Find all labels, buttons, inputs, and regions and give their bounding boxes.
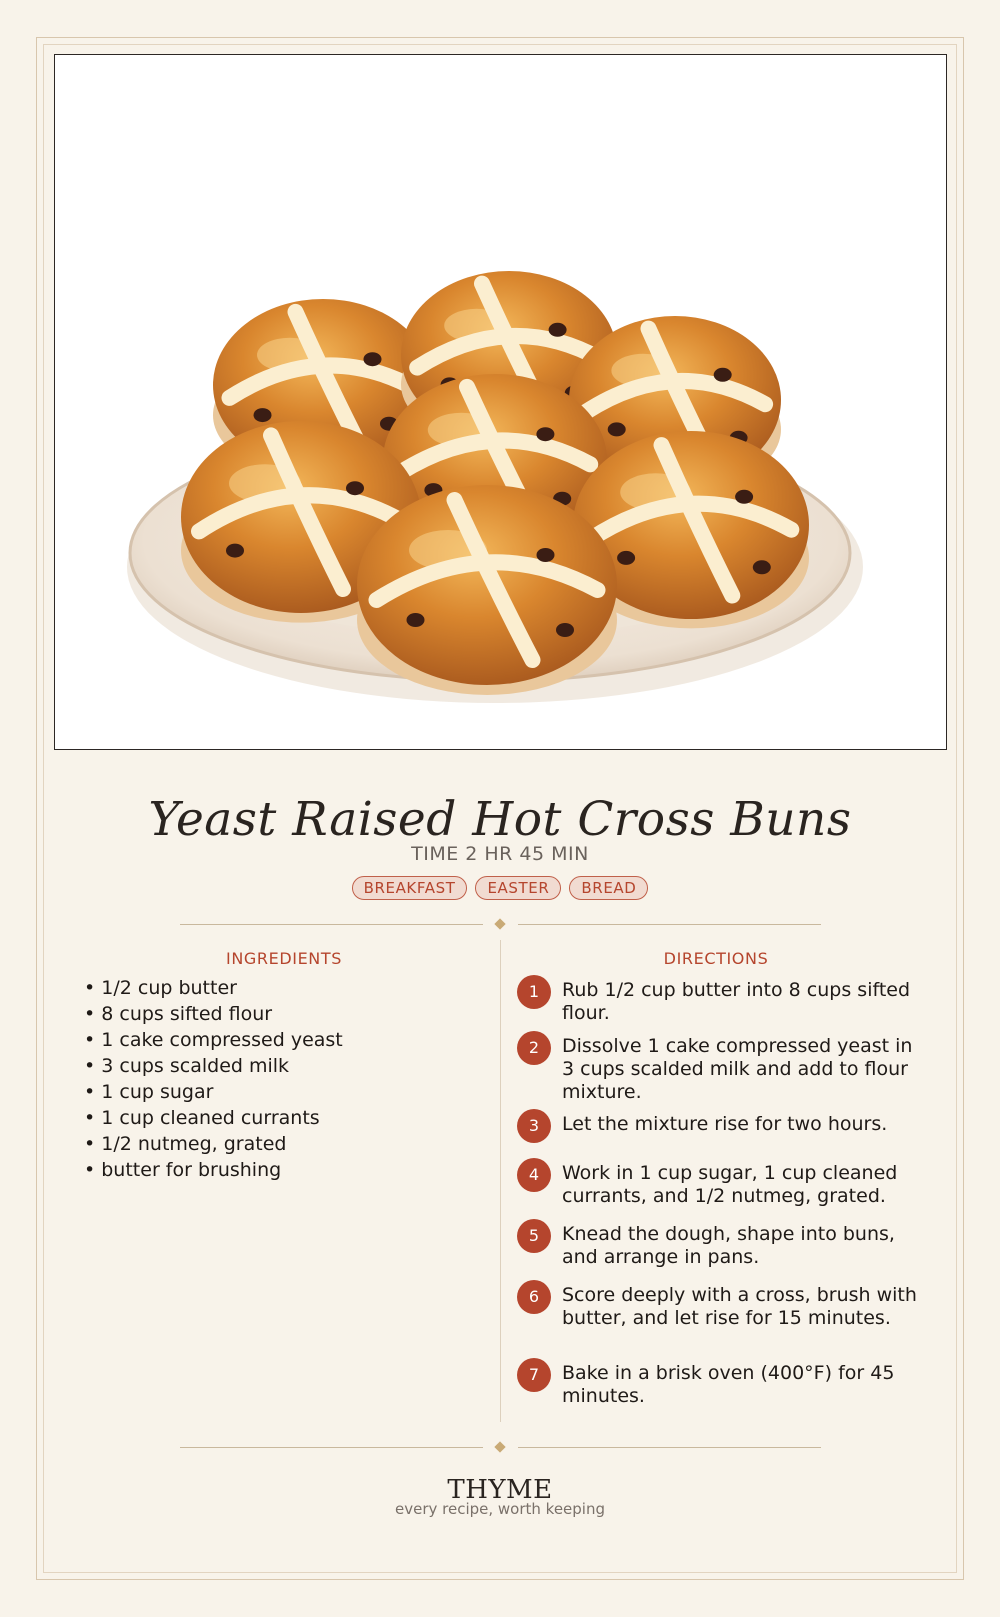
tag-breakfast[interactable]: BREAKFAST (352, 876, 468, 900)
tag-list (0, 876, 1000, 900)
step-number-badge: 5 (517, 1219, 551, 1253)
step-text: Dissolve 1 cake compressed yeast in 3 cups scalded milk and add to flour mixture. (562, 1035, 913, 1103)
brand-logo: THYME (447, 1475, 553, 1505)
step-text: Let the mixture rise for two hours. (562, 1113, 888, 1135)
ingredient-item: • 1 cup cleaned currants (84, 1105, 343, 1131)
step-number-badge: 4 (517, 1158, 551, 1192)
ingredients-heading: INGREDIENTS (226, 949, 342, 968)
ingredient-item: • 3 cups scalded milk (84, 1053, 343, 1079)
diamond-ornament-icon (494, 918, 505, 929)
step-text: Score deeply with a cross, brush with butter, and let rise for 15 minutes. (562, 1284, 917, 1329)
top-divider (180, 919, 821, 931)
ingredient-item: • 1/2 nutmeg, grated (84, 1131, 343, 1157)
ingredients-list (84, 975, 343, 1183)
recipe-photo (54, 54, 947, 750)
ingredient-item: • 1 cake compressed yeast (84, 1027, 343, 1053)
step-text: Rub 1/2 cup butter into 8 cups sifted flour. (562, 979, 911, 1024)
diamond-ornament-icon (494, 1441, 505, 1452)
bottom-divider (180, 1442, 821, 1454)
brand-tagline: every recipe, worth keeping (394, 1500, 605, 1518)
step-number-badge: 2 (517, 1031, 551, 1065)
directions-heading: DIRECTIONS (663, 949, 769, 968)
step-text: Bake in a brisk oven (400°F) for 45 minutes. (562, 1362, 895, 1407)
cook-time: TIME 2 HR 45 MIN (411, 843, 589, 865)
step-text: Knead the dough, shape into buns, and arrange in pans. (562, 1223, 895, 1268)
ingredient-item: • butter for brushing (84, 1157, 343, 1183)
ingredient-item: • 1/2 cup butter (84, 975, 343, 1001)
hot-cross-bun (357, 485, 617, 695)
step-number-badge: 7 (517, 1358, 551, 1392)
step-text: Work in 1 cup sugar, 1 cup cleaned currants, and 1/2 nutmeg, grated. (562, 1162, 898, 1207)
tag-easter[interactable]: EASTER (475, 876, 561, 900)
column-divider (500, 940, 501, 1422)
hot-cross-buns-illustration (55, 55, 947, 750)
recipe-title: Yeast Raised Hot Cross Buns (148, 792, 852, 847)
step-number-badge: 3 (517, 1109, 551, 1143)
step-number-badge: 1 (517, 975, 551, 1009)
ingredient-item: • 8 cups sifted flour (84, 1001, 343, 1027)
ingredient-item: • 1 cup sugar (84, 1079, 343, 1105)
tag-bread[interactable]: BREAD (569, 876, 648, 900)
step-number-badge: 6 (517, 1280, 551, 1314)
